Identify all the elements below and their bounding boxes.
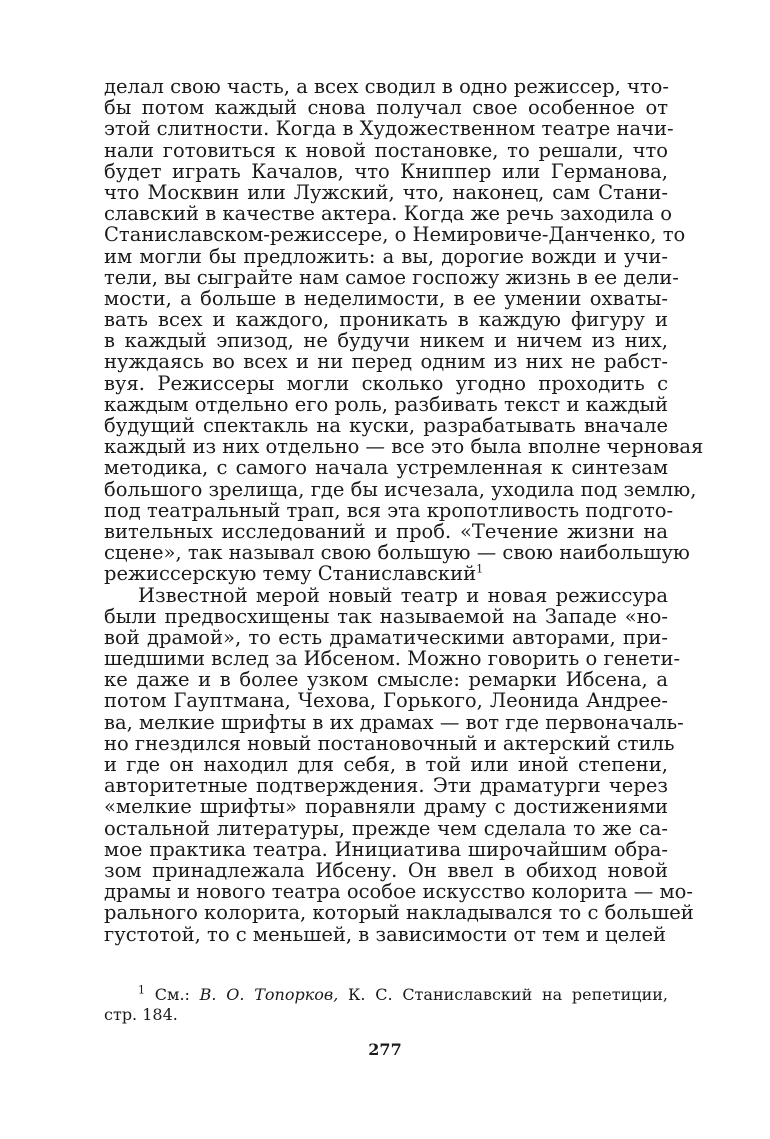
text-line: под театральный трап, вся эта кропотливость подгото- (104, 498, 674, 522)
footnote-reference: 1 (476, 562, 484, 576)
text-line: но гнездился новый постановочный и актерский стиль (104, 731, 675, 755)
text-line: в каждый эпизод, не будучи никем и ничем из них, (104, 329, 668, 353)
text-line: шедшими вслед за Ибсеном. Можно говорить о генети- (104, 647, 681, 671)
text-line: нуждаясь во всех и ни перед одним из них не рабст- (104, 350, 668, 374)
text-line: им могли бы предложить: а вы, дорогие вожди и учи- (104, 244, 668, 268)
text-line: «мелкие шрифты» поравняли драму с достижениями (104, 795, 668, 819)
text-line: тели, вы сыграйте нам самое госпожу жизнь в ее дели- (104, 265, 679, 289)
text-line: что Москвин или Лужский, что, наконец, сам Стани- (104, 180, 668, 204)
footnote-marker: 1 (138, 983, 145, 997)
footnote-prefix: См.: (154, 985, 200, 1004)
text-line: рального колорита, который накладывался то с большей (104, 901, 694, 925)
text-line: вать всех и каждого, проникать в каждую фигуру и (104, 308, 668, 332)
text-line: и где он находил для себя, в той или иной степени, (104, 753, 668, 776)
text-line: методика, с самого начала устремленная к синтезам (104, 456, 668, 480)
footnote-line-1 (104, 985, 668, 1005)
text-line: мости, а больше в неделимости, в ее умении охваты- (104, 286, 668, 310)
text-line: сцене», так называл свою большую — свою наибольшую (104, 541, 690, 565)
footnote-title: К. С. Станиславский на репетиции, (338, 985, 668, 1004)
text-line: каждым отдельно его роль, разбивать текст и каждый (104, 392, 668, 416)
text-line: бы потом каждый снова получал свое особенное от (104, 96, 668, 120)
text-line: делал свою часть, а всех сводил в одно режиссер, что- (104, 75, 669, 98)
text-line: Станиславском-режиссере, о Немировиче-Данченко, то (104, 223, 686, 247)
text-line: режиссерскую тему Станиславский$^1$ (104, 562, 484, 586)
main-text (104, 75, 704, 946)
text-line: будет играть Качалов, что Книппер или Германова, (104, 159, 668, 183)
text-line: авторитетные подтверждения. Эти драматурги через (104, 774, 668, 798)
text-line: вой драмой», то есть драматическими авторами, при- (104, 625, 668, 649)
text-line: славский в качестве актера. Когда же речь заходила о (104, 202, 672, 226)
text-line: густотой, то с меньшей, в зависимости от тем и целей (104, 922, 667, 946)
text-line: каждый из них отдельно — все это была вполне черновая (104, 435, 704, 459)
text-line: остальной литературы, прежде чем сделала то же са- (104, 816, 668, 840)
text-line: мое практика театра. Инициатива широчайшим обра- (104, 837, 668, 861)
page-body (104, 75, 704, 946)
text-line: потом Гауптмана, Чехова, Горького, Леонида Андрее- (104, 689, 668, 713)
footnote-line-2: стр. 184. (104, 1005, 178, 1024)
text-line: большого зрелища, где бы исчезала, уходила под землю, (104, 477, 697, 501)
text-line: этой слитности. Когда в Художественном театре начи- (104, 117, 674, 141)
text-line: драмы и нового театра особое искусство колорита — мо- (104, 880, 693, 904)
text-line: ке даже и в более узком смысле: ремарки Ибсена, а (104, 668, 668, 692)
text-line: зом принадлежала Ибсену. Он ввел в обиход новой (104, 858, 668, 882)
text-line: ва, мелкие шрифты в их драмах — вот где первоначаль- (104, 710, 684, 734)
text-line: были предвосхищены так называемой на Западе «но- (104, 604, 668, 628)
text-line: будущий спектакль на куски, разрабатывать вначале (104, 414, 668, 437)
paragraph (104, 75, 704, 586)
footnote (104, 985, 668, 1025)
paragraph (104, 583, 694, 946)
page-number: 277 (368, 1040, 402, 1059)
text-line: нали готовиться к новой постановке, то решали, что (104, 138, 668, 162)
footnote-author: В. О. Топорков, (199, 985, 339, 1004)
text-line: вуя. Режиссеры могли сколько угодно проходить с (104, 371, 668, 395)
text-line: Известной мерой новый театр и новая режиссура (138, 583, 668, 607)
text-line: вительных исследований и проб. «Течение жизни на (104, 519, 668, 543)
